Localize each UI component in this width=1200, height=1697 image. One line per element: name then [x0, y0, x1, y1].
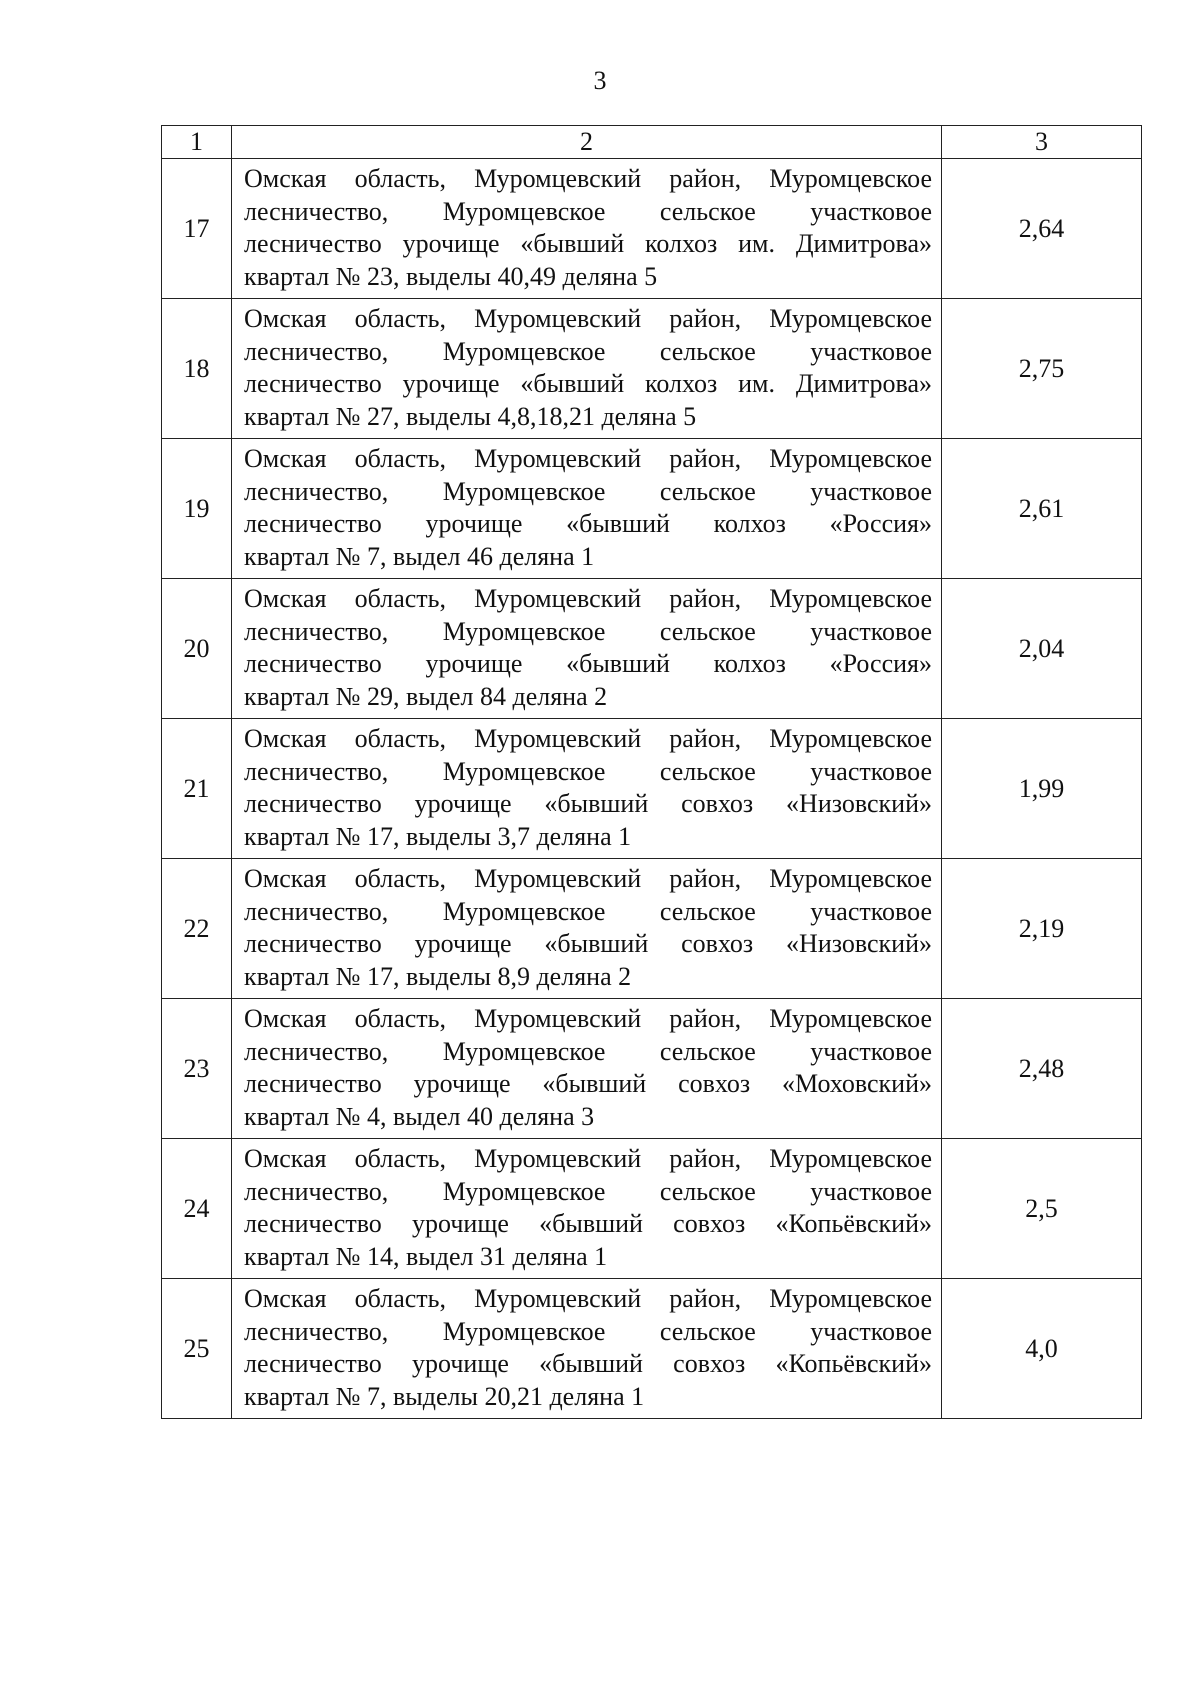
location-description-line: квартал № 4, выдел 40 деляна 3 [244, 1101, 595, 1131]
table-row [162, 1279, 1142, 1419]
table-body [162, 159, 1142, 1419]
location-description-line: Омская область, Муромцевский район, Муромцевское [244, 1144, 932, 1173]
location-description-cell [232, 719, 942, 859]
location-description-cell [232, 299, 942, 439]
row-number-cell: 24 [162, 1139, 232, 1279]
location-description-line: лесничество, Муромцевское сельское участковое [244, 1316, 932, 1346]
location-description-line: лесничество урочище «бывший колхоз «Россия» [244, 649, 932, 678]
area-value-cell: 1,99 [942, 719, 1142, 859]
table-row [162, 1139, 1142, 1279]
location-description-cell [232, 579, 942, 719]
area-value-cell: 2,64 [942, 159, 1142, 299]
table-row [162, 439, 1142, 579]
location-description-line: лесничество, Муромцевское сельское участковое [244, 1036, 932, 1066]
location-description-line: лесничество урочище «бывший колхоз «Россия» [244, 509, 932, 538]
row-number-cell: 20 [162, 579, 232, 719]
location-description-cell [232, 159, 942, 299]
location-description-line: Омская область, Муромцевский район, Муромцевское [244, 1004, 932, 1033]
location-description-line: лесничество, Муромцевское сельское участковое [244, 476, 932, 506]
location-description-line: квартал № 17, выделы 8,9 деляна 2 [244, 961, 632, 991]
location-description-line: Омская область, Муромцевский район, Муромцевское [244, 1284, 932, 1313]
location-description-line: лесничество урочище «бывший совхоз «Копьёвский» [244, 1349, 932, 1378]
column-header-location: 2 [232, 126, 942, 159]
location-description-cell [232, 439, 942, 579]
row-number-cell: 22 [162, 859, 232, 999]
table-row [162, 579, 1142, 719]
table-header-row [162, 126, 1142, 159]
area-value-cell: 2,48 [942, 999, 1142, 1139]
area-value-cell: 2,5 [942, 1139, 1142, 1279]
table-row [162, 299, 1142, 439]
row-number-cell: 17 [162, 159, 232, 299]
location-description-line: квартал № 17, выделы 3,7 деляна 1 [244, 821, 632, 851]
table-row [162, 999, 1142, 1139]
location-description-line: Омская область, Муромцевский район, Муромцевское [244, 304, 932, 333]
location-description-line: лесничество урочище «бывший совхоз «Копьёвский» [244, 1209, 932, 1238]
row-number-cell: 21 [162, 719, 232, 859]
row-number-cell: 25 [162, 1279, 232, 1419]
row-number-cell: 19 [162, 439, 232, 579]
parcels-table [161, 125, 1142, 1419]
location-description-line: квартал № 7, выделы 20,21 деляна 1 [244, 1381, 645, 1411]
location-description-line: лесничество урочище «бывший совхоз «Низовский» [244, 789, 932, 818]
location-description-line: Омская область, Муромцевский район, Муромцевское [244, 164, 932, 193]
location-description-line: лесничество урочище «бывший совхоз «Низовский» [244, 929, 932, 958]
location-description-line: лесничество, Муромцевское сельское участковое [244, 616, 932, 646]
page-number: 3 [593, 66, 607, 95]
location-description-line: лесничество, Муромцевское сельское участковое [244, 196, 932, 226]
location-description-line: Омская область, Муромцевский район, Муромцевское [244, 584, 932, 613]
location-description-cell [232, 859, 942, 999]
location-description-line: лесничество, Муромцевское сельское участковое [244, 336, 932, 366]
area-value-cell: 2,75 [942, 299, 1142, 439]
area-value-cell: 4,0 [942, 1279, 1142, 1419]
location-description-line: лесничество, Муромцевское сельское участковое [244, 756, 932, 786]
location-description-line: лесничество урочище «бывший колхоз им. Димитрова» [244, 229, 932, 258]
location-description-cell [232, 1279, 942, 1419]
row-number-cell: 23 [162, 999, 232, 1139]
location-description-line: Омская область, Муромцевский район, Муромцевское [244, 864, 932, 893]
location-description-line: квартал № 14, выдел 31 деляна 1 [244, 1241, 608, 1271]
location-description-line: Омская область, Муромцевский район, Муромцевское [244, 724, 932, 753]
table-row [162, 719, 1142, 859]
area-value-cell: 2,19 [942, 859, 1142, 999]
table-row [162, 859, 1142, 999]
location-description-line: квартал № 7, выдел 46 деляна 1 [244, 541, 595, 571]
location-description-line: лесничество урочище «бывший совхоз «Моховский» [244, 1069, 932, 1098]
table-header [162, 126, 1142, 159]
location-description-line: квартал № 23, выделы 40,49 деляна 5 [244, 261, 658, 291]
column-header-number: 1 [162, 126, 232, 159]
location-description-cell [232, 999, 942, 1139]
location-description-line: лесничество урочище «бывший колхоз им. Димитрова» [244, 369, 932, 398]
location-description-line: квартал № 27, выделы 4,8,18,21 деляна 5 [244, 401, 697, 431]
location-description-line: Омская область, Муромцевский район, Муромцевское [244, 444, 932, 473]
row-number-cell: 18 [162, 299, 232, 439]
table-row [162, 159, 1142, 299]
location-description-cell [232, 1139, 942, 1279]
location-description-line: лесничество, Муромцевское сельское участковое [244, 1176, 932, 1206]
area-value-cell: 2,04 [942, 579, 1142, 719]
column-header-area: 3 [942, 126, 1142, 159]
location-description-line: лесничество, Муромцевское сельское участковое [244, 896, 932, 926]
location-description-line: квартал № 29, выдел 84 деляна 2 [244, 681, 608, 711]
area-value-cell: 2,61 [942, 439, 1142, 579]
